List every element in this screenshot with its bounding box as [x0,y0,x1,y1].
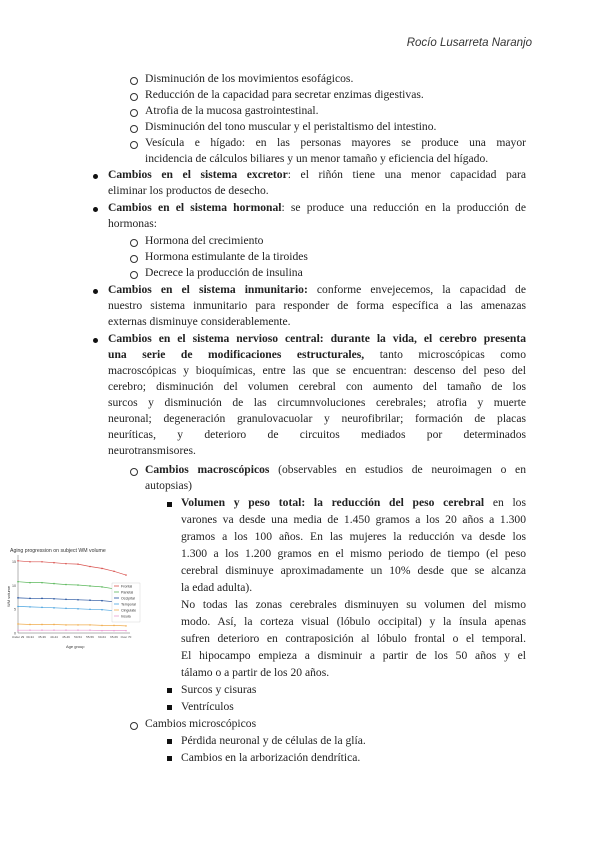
chart-point [113,630,115,632]
chart-point [89,608,91,610]
bullet-icon [93,207,98,212]
volumen-line: modo. Así, la corteza visual (lóbulo occipital) y la ínsula apenas [181,615,526,628]
chart-point [41,629,43,631]
circle-bullet-icon [130,125,138,133]
volumen-line: 1.300 a los 1.200 gramos en el mismo periodo de tiempo (el peso [181,547,526,560]
chart-point [17,560,19,562]
chart-series-line [18,606,126,611]
chart-point [17,606,19,608]
volumen-line: cerebral disminuye aproximadamente un 10% desde que se alcanza [181,564,526,577]
chart-series-line [18,624,126,626]
chart-y-tick-label: 15 [12,560,16,565]
chart-legend-label: Parietal [121,590,134,595]
chart-y-tick-label: 0 [14,631,16,636]
chart-point [29,582,31,584]
chart-point [29,561,31,563]
circle-bullet-icon [130,255,138,263]
bullet-icon [93,289,98,294]
chart-x-tick-label: Under 29 [11,635,25,639]
chart-point [41,624,43,626]
chart-point [125,574,127,576]
chart-ylabel: WM volume [6,585,11,607]
bullet-icon [93,174,98,179]
excretor-line1: Cambios en el sistema excretor: el riñón tiene una menor capacidad para [108,168,527,181]
chart-point [29,606,31,608]
inmune-line1: Cambios en el sistema inmunitario: conforme envejecemos, la capacidad de [108,283,526,296]
chart-point [65,598,67,600]
digestive-item: Vesícula e hígado: en las personas mayores se produce una mayor [145,136,526,149]
chart-svg [6,545,144,650]
volumen-line: El hipocampo empieza a disminuir a partir de los 50 años y el [181,649,526,662]
nervioso-line2: una serie de modificaciones estructurales, tanto microscópicas como [108,348,526,361]
nervioso-line: macroscópicas y bioquímicas, entre las que se encuentran: descenso del peso del [108,364,526,377]
circle-bullet-icon [130,239,138,247]
volumen-line: No todas las zonas cerebrales disminuyen su volumen del mismo [181,598,526,611]
macro-line2: autopsias) [145,479,193,492]
circle-bullet-icon [130,109,138,117]
chart-point [101,600,103,602]
chart-point [65,629,67,631]
chart-point [89,599,91,601]
chart-legend-label: Temporal [121,602,136,607]
chart-point [53,583,55,585]
chart-point [17,581,19,583]
nervioso-line: neuríticas, y deterioro de circuitos mediados por determinados [108,428,526,441]
chart-point [77,629,79,631]
chart-point [41,561,43,563]
chart-x-tick-label: 60-64 [98,635,106,639]
circle-bullet-icon [130,77,138,85]
hormonal-line2: hormonas: [108,217,157,230]
chart-point [53,598,55,600]
chart-y-tick-label: 5 [14,607,16,612]
square-bullet-icon [167,756,172,761]
hormonal-line1: Cambios en el sistema hormonal: se produce una reducción en la producción de [108,201,526,214]
chart-point [113,570,115,572]
chart-x-tick-label: 55-59 [86,635,94,639]
chart-point [65,608,67,610]
chart-x-tick-label: 45-49 [62,635,70,639]
excretor-line2: eliminar los productos de desecho. [108,184,269,197]
chart-point [17,597,19,599]
chart-xlabel: Age group [66,644,85,649]
chart-point [101,625,103,627]
chart-point [17,623,19,625]
square-bullet-icon [167,705,172,710]
chart-point [65,584,67,586]
circle-bullet-icon [130,141,138,149]
volumen-line: sufren deterioro en contraposición al lóbulo frontal o el temporal. [181,632,526,645]
hormonal-item: Hormona estimulante de la tiroides [145,250,308,263]
chart-point [113,625,115,627]
chart-point [29,624,31,626]
chart-point [89,585,91,587]
inmune-line2: nuestro sistema inmunitario para responder de forma específica a las amenazas [108,299,526,312]
chart-point [125,630,127,632]
circle-bullet-icon [130,722,138,730]
chart-point [41,607,43,609]
circle-bullet-icon [130,468,138,476]
hormonal-item: Hormona del crecimiento [145,234,264,247]
chart-point [101,568,103,570]
nervioso-line: cerebro; disminución del volumen cerebral con aumento del tamaño de los [108,380,526,393]
chart-point [77,563,79,565]
author-header: Rocío Lusarreta Naranjo [406,37,532,49]
volumen-line1: Volumen y peso total: la reducción del peso cerebral en los [181,496,526,509]
chart-plot [12,555,140,639]
hormonal-item: Decrece la producción de insulina [145,266,303,279]
chart-point [53,629,55,631]
chart-x-tick-label: 50-54 [74,635,82,639]
micro-label: Cambios microscópicos [145,717,257,730]
chart-point [77,624,79,626]
digestive-item: Reducción de la capacidad para secretar enzimas digestivas. [145,88,424,101]
bullet-icon [93,338,98,343]
chart-x-tick-label: Over 70 [120,635,132,639]
macro-item: Surcos y cisuras [181,683,257,696]
micro-item: Pérdida neuronal y de células de la glía. [181,734,366,747]
chart-series-line [18,561,126,575]
chart-legend-label: Occipital [121,596,135,601]
chart-point [65,624,67,626]
macro-item: Ventrículos [181,700,234,713]
digestive-item-cont: incidencia de cálculos biliares y un menor tamaño y eficiencia del hígado. [145,152,489,165]
micro-item: Cambios en la arborización dendrítica. [181,751,361,764]
nervioso-line1: Cambios en el sistema nervioso central: durante la vida, el cerebro presenta [108,332,526,345]
chart-point [53,562,55,564]
chart-x-tick-label: 65-69 [110,635,118,639]
chart-point [89,566,91,568]
chart-legend-label: Frontal [121,584,133,589]
chart-title: Aging progression on subject WM volume [10,548,106,554]
chart-point [17,629,19,631]
wm-volume-chart [6,545,144,650]
chart-point [41,582,43,584]
square-bullet-icon [167,502,172,507]
digestive-item: Disminución de los movimientos esofágicos. [145,72,354,85]
circle-bullet-icon [130,271,138,279]
inmune-line3: externas disminuye considerablemente. [108,315,291,328]
chart-point [53,607,55,609]
digestive-item: Atrofia de la mucosa gastrointestinal. [145,104,319,117]
chart-series-line [18,598,126,603]
chart-point [101,586,103,588]
chart-series-line [18,582,126,591]
chart-x-tick-label: 35-39 [38,635,46,639]
chart-point [29,629,31,631]
nervioso-line: surcos y disminución de las circumnvoluciones cerebrales; atrofia y muerte [108,396,526,409]
chart-point [101,630,103,632]
square-bullet-icon [167,688,172,693]
square-bullet-icon [167,739,172,744]
chart-point [89,629,91,631]
chart-x-tick-label: 40-44 [50,635,58,639]
volumen-line: tálamo o a partir de los 20 años. [181,666,330,679]
chart-point [125,625,127,627]
chart-y-tick-label: 10 [12,583,16,588]
chart-point [53,624,55,626]
circle-bullet-icon [130,93,138,101]
digestive-item: Disminución del tono muscular y el peristaltismo del intestino. [145,120,437,133]
chart-x-tick-label: 30-34 [26,635,34,639]
chart-point [77,599,79,601]
chart-point [29,598,31,600]
macro-line1: Cambios macroscópicos (observables en estudios de neuroimagen o en [145,463,527,476]
chart-legend-label: Insula [121,614,131,619]
volumen-line: gramos a los 100 años. En las mujeres la reducción va desde los [181,530,526,543]
chart-point [89,624,91,626]
chart-point [101,609,103,611]
chart-legend-label: Cingulate [121,608,137,613]
chart-point [41,598,43,600]
volumen-line: la edad adulta). [181,581,253,594]
chart-point [77,584,79,586]
nervioso-line: neuronal; degeneración granulovacuolar y neurofibrilar; formación de placas [108,412,526,425]
chart-point [65,563,67,565]
nervioso-line: neurotransmisores. [108,444,196,457]
volumen-line: varones va desde una media de 1.450 gramos a los 20 años a 1.300 [181,513,526,526]
chart-point [77,608,79,610]
